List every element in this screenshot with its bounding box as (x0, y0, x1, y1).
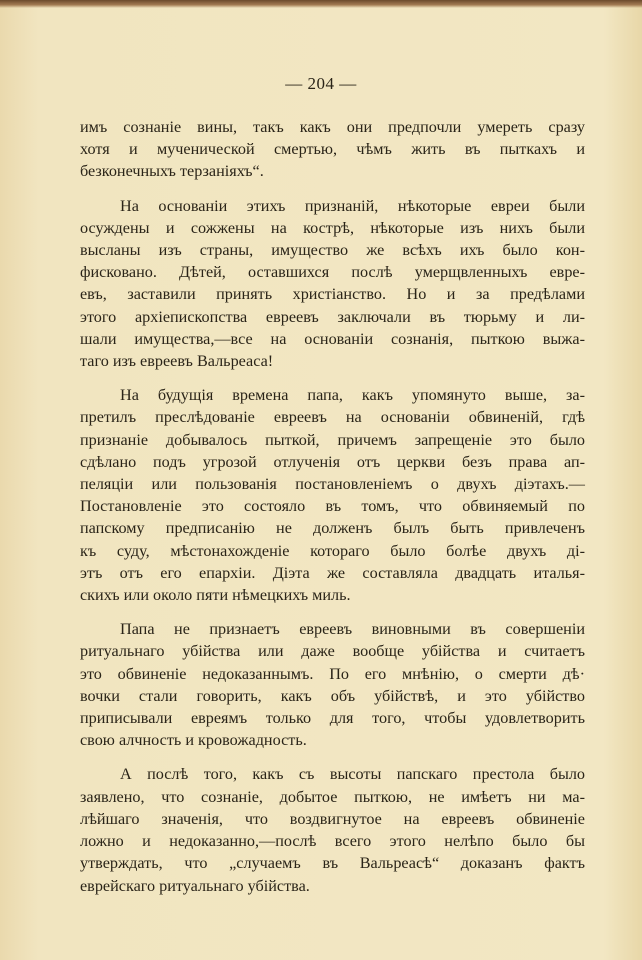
page-top-edge (0, 0, 642, 8)
paragraph-gap (80, 183, 585, 195)
paragraph (80, 384, 585, 606)
page-number: — 204 — (285, 74, 357, 93)
text-line: безконечныхъ терзаніяхъ“. (80, 162, 264, 181)
text-line: приписывали евреямъ только для того, чтобы удовлетворить (80, 709, 585, 728)
text-line: А послѣ того, какъ съ высоты папскаго престола было (120, 765, 585, 784)
text-line: свою алчность и кровожадность. (80, 731, 307, 750)
paragraph (80, 763, 585, 896)
text-line: евъ, заставили принять христіанство. Но и за предѣлами (80, 285, 585, 304)
text-line: сдѣлано подъ угрозой отлученія отъ церкви безъ права ап- (80, 452, 585, 471)
text-line: претилъ преслѣдованіе евреевъ на основаніи обвиненій, гдѣ (80, 408, 585, 427)
text-line: таго изъ евреевъ Вальреаса! (80, 352, 274, 371)
text-line: утверждать, что „случаемъ въ Вальреасѣ“ доказанъ фактъ (80, 854, 585, 873)
text-line: вочки стали говорить, какъ объ убійствѣ, и это убійство (80, 686, 585, 705)
text-line: На будущія времена папа, какъ упомянуто выше, за- (120, 386, 585, 405)
text-line: папскому предписанію не долженъ былъ быть привлеченъ (80, 519, 585, 538)
text-line: имъ сознаніе вины, такъ какъ они предпочли умереть сразу (80, 118, 585, 136)
paragraph-gap (80, 751, 585, 763)
text-line: скихъ или около пяти нѣмецкихъ миль. (80, 586, 351, 605)
text-line: осуждены и сожжены на кострѣ, нѣкоторые изъ нихъ были (80, 218, 585, 237)
text-line: этъ отъ его епархіи. Діэта же составляла двадцать италья- (80, 563, 585, 582)
text-line: ложно и недоказанно,—послѣ всего этого нелѣпо было бы (80, 832, 585, 851)
paragraph (80, 618, 585, 751)
text-line: Папа не признаетъ евреевъ виновными въ совершеніи (120, 620, 585, 639)
text-line: На основаніи этихъ признаній, нѣкоторые евреи были (120, 196, 585, 215)
text-line: ритуальнаго убійства или даже вообще убійства и считаетъ (80, 642, 585, 661)
text-line: еврейскаго ритуальнаго убійства. (80, 876, 310, 895)
text-line: высланы изъ страны, имущество же всѣхъ ихъ было кон- (80, 241, 585, 260)
text-line: этого архіепископства евреевъ заключали въ тюрьму и ли- (80, 307, 585, 326)
text-line: шали имущества,—все на основаніи сознанія, пыткою выжа- (80, 329, 585, 348)
paragraph-gap (80, 606, 585, 618)
paragraph-gap (80, 372, 585, 384)
paragraph (80, 195, 585, 373)
paragraph (80, 116, 585, 183)
text-line: Постановленіе это состояло въ томъ, что обвиняемый по (80, 497, 585, 516)
text-line: это обвиненіе недоказаннымъ. По его мнѣнію, о смерти дѣ· (80, 664, 585, 683)
text-line: лѣйшаго значенія, что воздвигнутое на евреевъ обвиненіе (80, 809, 585, 828)
text-line: пеляціи или пользованія постановленіемъ о двухъ діэтахъ.— (80, 475, 585, 494)
text-line: фисковано. Дѣтей, оставшихся послѣ умерщвленныхъ евре- (80, 263, 585, 282)
page-body-text (80, 116, 585, 897)
text-line: къ суду, мѣстонахожденіе котораго было болѣе двухъ ді- (80, 541, 585, 560)
text-line: хотя и мученической смертью, чѣмъ жить въ пыткахъ и (80, 140, 585, 159)
text-line: заявлено, что сознаніе, добытое пыткою, не имѣетъ ни ма- (80, 787, 585, 806)
text-line: признаніе добывалось пыткой, причемъ запрещеніе это было (80, 430, 585, 449)
